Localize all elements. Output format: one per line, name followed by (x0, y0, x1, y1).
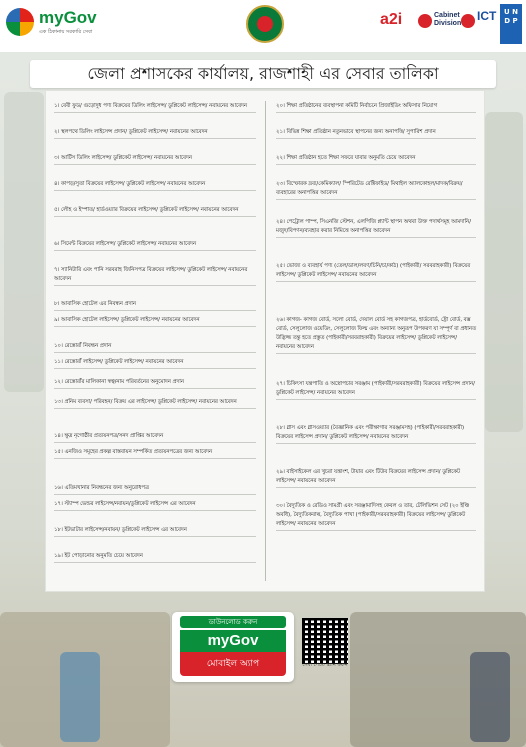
cabinet-seal-icon (418, 14, 432, 28)
service-item: ৬। সিমেন্ট বিক্রয়ের লাইসেন্স/ ডুপ্লিকেট লাইসেন্স/ নবায়নের আবেদন (54, 240, 256, 251)
mobile-app-label: মোবাইল অ্যাপ (180, 652, 286, 676)
service-item: ২৮। গ্লাস এবং গ্লাসওয়্যার (বৈজ্ঞানিক এবং পরীক্ষাগার সরঞ্জামসহ) (পাইকারী/সরবরাহকারী) বিক্রয়ের লাইসেন্স প্রদান/ ডুপ্লিকেট লাইসেন্স/ নবায়নের আবেদন (276, 424, 476, 444)
mygov-logo[interactable] (6, 6, 106, 44)
service-item: ১। বেবী ফুড/ গুড়োদুধ পণ্য বিক্রয়ের ডিলিং লাইসেন্স/ ডুপ্লিকেট লাইসেন্স/ নবায়নের আবেদন (54, 102, 256, 113)
mygov-app-download-card[interactable] (172, 612, 294, 682)
service-item: ১০। রেস্তোরাঁ নিবন্ধন প্রদান (54, 342, 256, 353)
service-item: ৯। আবাসিক হোটেল লাইসেন্স/ ডুপ্লিকেট লাইসেন্স/ নবায়নের আবেদন (54, 316, 256, 327)
service-item: ৭। স্যানিটারি এবং পানি সরবরাহ জিনিসপত্র বিক্রয়ের লাইসেন্স/ ডুপ্লিকেট লাইসেন্স/ নবায়নের আবেদন (54, 266, 256, 286)
undp-label: U N D P (504, 8, 518, 25)
service-item: ১২। রেস্তোরাঁর মালিকানা স্বত্ব/নাম পরিবর্তনের অনুমোদন প্রদান (54, 378, 256, 389)
service-item: ২৫। ভোজ্য ও ব্যবহার্য পণ্য (তেল/ডাল/লবণ/চিনি/চা/কাঠ) (পাইকারী/ সরবরাহকারী) বিক্রয়ের লাইসেন্স/ ডুপ্লিকেট লাইসেন্স/ নবায়নের আবেদন (276, 262, 476, 282)
service-item: ২৭। চিকিৎসা যন্ত্রপাতি ও অস্ত্রোপচার সরঞ্জাম (পাইকারী/সরবরাহকারী) বিক্রয়ের লাইসেন্স প্রদান/ ডুপ্লিকেট লাইসেন্স/ নবায়নের আবেদন (276, 380, 476, 400)
ict-label: ICT (477, 9, 497, 23)
download-label: ডাউনলোড করুন (180, 616, 286, 628)
app-brand-name: myGov (180, 630, 286, 652)
ict-division-logo (461, 10, 497, 36)
undp-logo (500, 4, 522, 44)
cabinet-division-logo (418, 10, 462, 36)
page-title: জেলা প্রশাসকের কার্যালয়, রাজশাহী এর সেবার তালিকা (87, 64, 439, 83)
service-item: ২৪। পেট্রোল পাম্প, সিএনজি স্টেশন, এলপিজি প্ল্যান্ট স্থাপন অথবা উক্ত পদার্থসমূহ আমদানি/মজুদ/বিপণন/ব্যবহার করার নিমিত্তে অনাপত্তির আবেদন (276, 218, 476, 238)
service-item: ২২। শিক্ষা প্রতিষ্ঠান হতে শিক্ষা সফরে যাবার অনুমতি চেয়ে আবেদন (276, 154, 476, 165)
cabinet-division-label: Cabinet Division (434, 12, 462, 27)
mygov-logo-name: myGov (39, 8, 97, 27)
service-item: ২৬। কাগজ- কাগজ বোর্ড, সলো বোর্ড, দেয়াল বোর্ড সহ কাগজপত্র, হার্ডবোর্ড, ষ্ট্রো বোর্ড, বক্স বোর্ড, সেলুলোজ ওয়েডিং, সেলুলোজ ফিল্ম এবং অন্যান্য অনুরূপ উপকরণ যা সম্পূর্ণ বা প্রধানত উদ্ভিজ্জ তন্তু হতে প্রস্তুত (পাইকারী/সরবরাহকারী) বিক্রয়ের লাইসেন্স/ ডুপ্লিকেট লাইসেন্স/ নবায়নের আবেদন (276, 316, 476, 354)
service-item: ১৬। এতিমখানার নিবন্ধনের জন্য অনুরোধপত্র (54, 484, 256, 495)
mygov-tagline: এক ঠিকানায় সরকারি সেবা (39, 29, 93, 35)
service-item: ১৪। ক্ষুদ্র নৃগোষ্ঠীর প্রত্যয়নপত্র/সনদ প্রাপ্তির আবেদন (54, 432, 256, 443)
service-item: ৫। লৌহ ও ইস্পাত/ হার্ডওয়্যার বিক্রয়ের লাইসেন্স/ ডুপ্লিকেট লাইসেন্স/ নবায়নের আবেদন (54, 206, 256, 217)
service-item: ৩০। বৈদ্যুতিক ও রেডিও সামগ্রী এবং সরঞ্জামাদিসহ কেবল ও তার, টেলিভিশন সেট (২০ ইঞ্চি অবধি), বৈদ্যুতিকবাল্ব, বৈদ্যুতিক পাখা (পাইকারী/সরবরাহকারী) বিক্রয়ের লাইসেন্স/ ডুপ্লিকেট লাইসেন্স/ নবায়নের আবেদন (276, 502, 476, 531)
service-item: ১৮। ইটভাটার লাইসেন্স/নবায়ন/ ডুপ্লিকেট লাইসেন্স এর আবেদন (54, 526, 256, 537)
service-item: ১১। রেস্তোরাঁ লাইসেন্স/ ডুপ্লিকেট লাইসেন্স/ নবায়নের আবেদন (54, 358, 256, 369)
ict-seal-icon (461, 14, 475, 28)
header-bar (0, 0, 526, 52)
mygov-emblem-icon (6, 8, 34, 36)
title-banner (30, 60, 496, 88)
service-item: ৪। কাপড়/সুতা বিক্রয়ের লাইসেন্স/ ডুপ্লিকেট লাইসেন্স/ নবায়নের আবেদন (54, 180, 256, 191)
service-item: ৩। আর্টিস ডিলিং লাইসেন্স/ ডুপ্লিকেট লাইসেন্স/ নবায়নের আবেদন (54, 154, 256, 165)
service-item: ১৭। স্ট্যাম্প ভেন্ডর লাইসেন্স/নবায়ন/ডুপ্লিকেট লাইসেন্স এর আবেদন (54, 500, 256, 511)
a2i-logo (380, 10, 412, 36)
column-divider (265, 101, 266, 581)
a2i-label: a2i (380, 11, 403, 28)
service-item: ১৩। প্রনিম ব্যবসা/ পরিবহন/ বিক্রয় এর লাইসেন্স/ ডুপ্লিকেট লাইসেন্স/ নবায়নের আবেদন (54, 398, 256, 409)
service-item: ২৩। বিস্ফোরক দ্রব্য/কেমিক্যাল/ স্পিরিটেড রেক্টিফাইড/ মিথাইল অ্যালকোহল/মাদক/বিক্রয়/ব্যবহারের অনাপত্তির আবেদন (276, 180, 476, 200)
service-item: ৮। আবাসিক হোটেল এর নিবন্ধন প্রদান (54, 300, 256, 311)
service-item: ২। স্থলপথে ডিলিং লাইসেন্স প্রদান/ ডুপ্লিকেট লাইসেন্স/ নবায়নের আবেদন (54, 128, 256, 139)
service-item: ২১। বিভিন্ন শিক্ষা প্রতিষ্ঠান নতুনভাবে স্থাপনের জন্য অনাপত্তি/ সুপারিশ প্রদান (276, 128, 476, 139)
service-item: ১৯। ইট পোড়ানোর অনুমতি চেয়ে আবেদন (54, 552, 256, 563)
service-item: ২৯। বাইসাইকেল এর খুচরা যন্ত্রাংশ, টায়ার এবং টিউব বিক্রয়ের লাইসেন্স প্রদান/ ডুপ্লিকেট লাইসেন্স/ নবায়নের আবেদন (276, 468, 476, 488)
qr-scan-note: সেবা পেতে স্ক্যান করুন (302, 662, 348, 668)
service-item: ২০। শিক্ষা প্রতিষ্ঠানের ব্যবস্থাপনা কমিটি নির্বাচনে প্রিজাইডিং অফিসার নিয়োগ (276, 102, 476, 113)
government-emblem-icon (246, 5, 284, 43)
service-item: ১৫। এনজিও সমূহের প্রকল্প বাস্তবায়ন সম্পর্কিত প্রত্যয়নপত্রের জন্য আবেদন (54, 448, 256, 459)
service-list-board (45, 90, 485, 592)
qr-code-icon[interactable] (302, 618, 348, 664)
